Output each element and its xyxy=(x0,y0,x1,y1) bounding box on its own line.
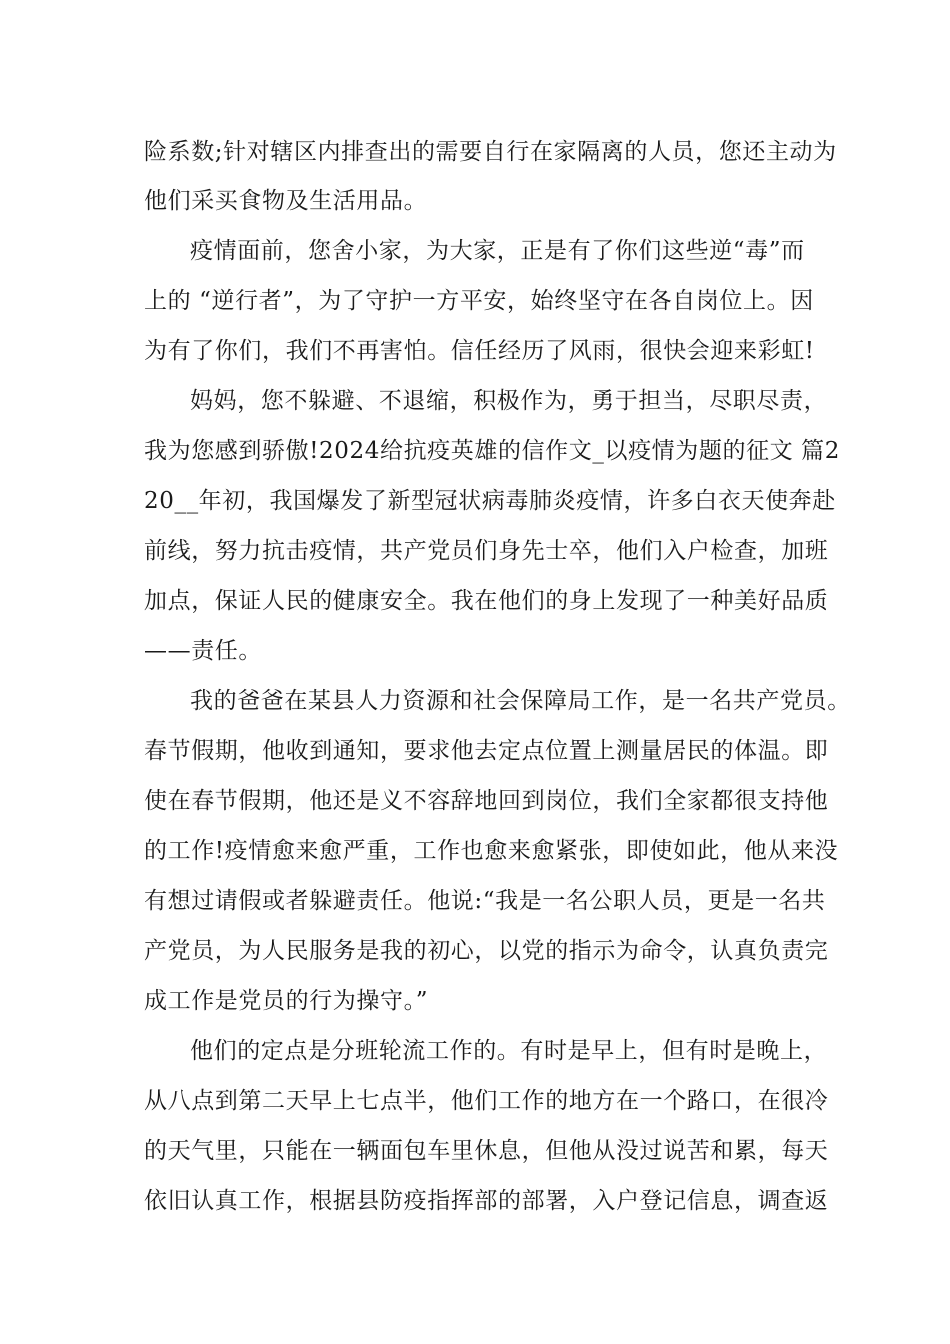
paragraph-start-line: 妈妈，您不躲避、不退缩，积极作为，勇于担当，尽职尽责， xyxy=(190,388,828,414)
text-line: 我为您感到骄傲!2024给抗疫英雄的信作文_以疫情为题的征文 篇2 xyxy=(144,438,841,464)
text-line: 依旧认真工作，根据县防疫指挥部的部署，入户登记信息，调查返 xyxy=(144,1188,829,1214)
text-line: 上的 “逆行者”，为了守护一方平安，始终坚守在各自岗位上。因 xyxy=(144,288,814,314)
paragraph-start-line: 我的爸爸在某县人力资源和社会保障局工作，是一名共产党员。 xyxy=(190,688,851,714)
paragraph-start-line: 他们的定点是分班轮流工作的。有时是早上，但有时是晚上， xyxy=(190,1038,828,1064)
paragraph-start-line: 疫情面前，您舍小家，为大家，正是有了你们这些逆“毒”而 xyxy=(190,238,805,264)
text-line: 春节假期，他收到通知，要求他去定点位置上测量居民的体温。即 xyxy=(144,738,829,764)
text-line: 前线，努力抗击疫情，共产党员们身先士卒，他们入户检查，加班 xyxy=(144,538,829,564)
text-line: 的工作!疫情愈来愈严重，工作也愈来愈紧张，即使如此，他从来没 xyxy=(144,838,839,864)
text-line: 为有了你们，我们不再害怕。信任经历了风雨，很快会迎来彩虹! xyxy=(144,338,815,364)
text-line: 成工作是党员的行为操守。” xyxy=(144,988,429,1014)
text-line: 产党员，为人民服务是我的初心，以党的指示为命令，认真负责完 xyxy=(144,938,829,964)
text-line: 20__年初，我国爆发了新型冠状病毒肺炎疫情，许多白衣天使奔赴 xyxy=(144,488,836,514)
text-line: 使在春节假期，他还是义不容辞地回到岗位，我们全家都很支持他 xyxy=(144,788,829,814)
text-line: 有想过请假或者躲避责任。他说:“我是一名公职人员，更是一名共 xyxy=(144,888,826,914)
text-line: 他们采买食物及生活用品。 xyxy=(144,188,428,214)
text-line: 险系数;针对辖区内排查出的需要自行在家隔离的人员，您还主动为 xyxy=(144,139,837,165)
text-line: 加点，保证人民的健康安全。我在他们的身上发现了一种美好品质 xyxy=(144,588,829,614)
text-line: 从八点到第二天早上七点半，他们工作的地方在一个路口，在很冷 xyxy=(144,1088,829,1114)
text-line: ——责任。 xyxy=(144,638,262,664)
text-line: 的天气里，只能在一辆面包车里休息，但他从没过说苦和累，每天 xyxy=(144,1138,829,1164)
